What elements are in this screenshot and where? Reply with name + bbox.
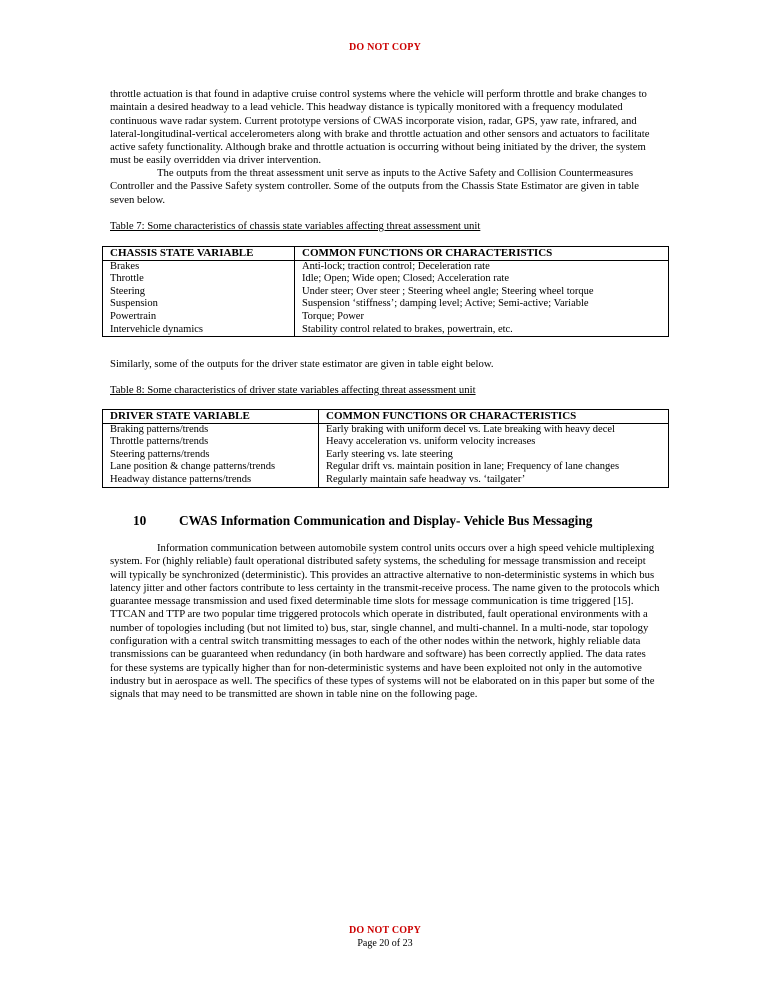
table-row (103, 461, 669, 474)
table-cell: Steering patterns/trends (103, 449, 319, 462)
table-cell: Braking patterns/trends (103, 423, 319, 436)
chassis-state-table (102, 246, 669, 337)
paragraph-information-communication: Information communication between automobile system control units occurs over a high speed vehicle multiplexing system. For (highly reliable) fault operational distributed safety systems, the scheduling for message transmission and receipt will typically be synchronized (deterministic). This provides an attractive alternative to non-deterministic systems in which bus latency jitter and other factors contribute to less certainty in the transmit-receive process. The name given to the protocols which guarantee message transmission and used fixed determinable time slots for message communication is time triggered [15]. TTCAN and TTP are two popular time triggered protocols which operate in distributed, fault operational environments with a number of topologies including (but not limited to) bus, star, single channel, and multi-channel. In a multi-node, star topology configuration with a central switch transmitting messages to each of the other nodes within the network, highly reliable data transmissions can be guaranteed when redundancy (in both hardware and software) has been correctly applied. The data rates for these systems are typically higher than for non-deterministic systems and have been exploited not only in the automotive industry but in aerospace as well. The specifics of these types of systems will not be elaborated on in this paper but some of the signals that may need to be transmitted are shown in table nine on the following page. (110, 542, 660, 701)
section-heading (133, 513, 592, 529)
section-number: 10 (133, 513, 147, 528)
table-header-cell: DRIVER STATE VARIABLE (103, 410, 319, 424)
paragraph-threat-outputs: The outputs from the threat assessment unit serve as inputs to the Active Safety and Collision Countermeasures Controller and the Passive Safety system controller. Some of the outputs from the Chassis State Estimator are given in table seven below. (110, 167, 639, 206)
table-row (103, 436, 669, 449)
page-number: Page 20 of 23 (357, 938, 413, 949)
table-cell: Throttle (103, 273, 295, 286)
table-header-cell: COMMON FUNCTIONS OR CHARACTERISTICS (319, 410, 669, 424)
paragraph-throttle-actuation: throttle actuation is that found in adaptive cruise control systems where the vehicle will perform throttle and brake changes to maintain a desired headway to a lead vehicle. This headway distance is typically monitored with a frequency modulated continuous wave radar system. Current prototype versions of CWAS incorporate vision, radar, GPS, yaw rate, infrared, and lateral-longitudinal-vertical accelerometers along with brake and throttle actuation and other sensors and actuators to facilitate active safety functionality. Although brake and throttle actuation is occurring without being initiated by the driver, the system must be easily overridden via driver intervention. (110, 88, 650, 167)
table-cell: Regular drift vs. maintain position in lane; Frequency of lane changes (319, 461, 669, 474)
table-cell: Anti-lock; traction control; Deceleration rate (295, 260, 669, 273)
table-cell: Headway distance patterns/trends (103, 474, 319, 487)
driver-state-table (102, 409, 669, 488)
table-header-cell: COMMON FUNCTIONS OR CHARACTERISTICS (295, 247, 669, 261)
do-not-copy-header: DO NOT COPY (348, 42, 422, 53)
table-row (103, 311, 669, 324)
table-row (103, 324, 669, 337)
table-cell: Lane position & change patterns/trends (103, 461, 319, 474)
table-cell: Throttle patterns/trends (103, 436, 319, 449)
table-row (103, 423, 669, 436)
table7-caption: Table 7: Some characteristics of chassis state variables affecting threat assessment unit (110, 220, 481, 232)
table-header-cell: CHASSIS STATE VARIABLE (103, 247, 295, 261)
table-row (103, 449, 669, 462)
table-cell: Idle; Open; Wide open; Closed; Acceleration rate (295, 273, 669, 286)
table-cell: Brakes (103, 260, 295, 273)
table-cell: Suspension (103, 298, 295, 311)
table-row (103, 260, 669, 273)
section-title: CWAS Information Communication and Display- Vehicle Bus Messaging (179, 513, 593, 528)
table-cell: Early steering vs. late steering (319, 449, 669, 462)
table-row (103, 286, 669, 299)
table-cell: Suspension ‘stiffness’; damping level; Active; Semi-active; Variable (295, 298, 669, 311)
table-cell: Stability control related to brakes, powertrain, etc. (295, 324, 669, 337)
table-row (103, 298, 669, 311)
table-cell: Intervehicle dynamics (103, 324, 295, 337)
table-cell: Steering (103, 286, 295, 299)
table-row (103, 273, 669, 286)
do-not-copy-footer: DO NOT COPY (348, 925, 422, 936)
table-cell: Powertrain (103, 311, 295, 324)
paragraph-driver-state: Similarly, some of the outputs for the driver state estimator are given in table eight below. (110, 358, 494, 370)
table-header-row (103, 410, 669, 424)
table-cell: Under steer; Over steer ; Steering wheel angle; Steering wheel torque (295, 286, 669, 299)
table-cell: Early braking with uniform decel vs. Late breaking with heavy decel (319, 423, 669, 436)
table-header-row (103, 247, 669, 261)
table8-caption: Table 8: Some characteristics of driver state variables affecting threat assessment unit (110, 384, 476, 396)
table-cell: Heavy acceleration vs. uniform velocity increases (319, 436, 669, 449)
table-cell: Torque; Power (295, 311, 669, 324)
table-row (103, 474, 669, 487)
table-cell: Regularly maintain safe headway vs. ‘tailgater’ (319, 474, 669, 487)
